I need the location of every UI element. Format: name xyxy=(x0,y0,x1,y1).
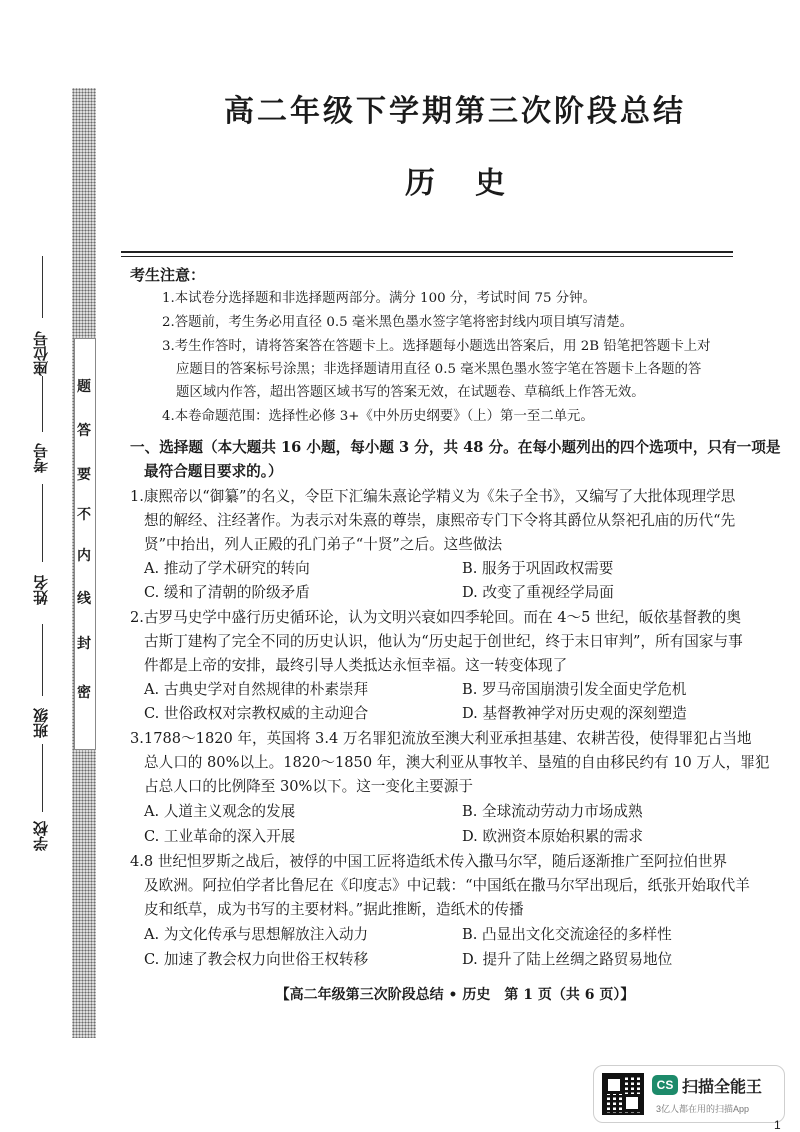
question-4-option-b[interactable]: B. 凸显出文化交流途径的多样性 xyxy=(462,926,672,943)
seal-char: 要 xyxy=(77,467,91,483)
seal-char: 答 xyxy=(77,423,91,439)
question-3-option-d[interactable]: D. 欧洲资本原始积累的需求 xyxy=(462,828,643,845)
notice-line: 题区域内作答，超出答题区域书写的答案无效，在试题卷、草稿纸上作答无效。 xyxy=(176,385,645,400)
seal-char: 不 xyxy=(77,507,91,523)
notice-line: 2.答题前，考生务必用直径 0.5 毫米黑色墨水签字笔将密封线内项目填写清楚。 xyxy=(162,315,634,330)
section-heading: 一、选择题（本大题共 16 小题，每小题 3 分，共 48 分。在每小题列出的四个选项中，只有一项是 xyxy=(130,439,781,456)
notice-line: 应题目的答案标号涂黑；非选择题请用直径 0.5 毫米黑色墨水签字笔在答题卡上各题的答 xyxy=(176,362,702,377)
page-mark: 1 xyxy=(774,1118,781,1132)
class-field xyxy=(30,703,54,743)
question-4-option-c[interactable]: C. 加速了教会权力向世俗王权转移 xyxy=(144,951,369,968)
question-3-stem: 占总人口的比例降至 30%以下。这一变化主要源于 xyxy=(144,778,473,795)
header-divider xyxy=(121,251,733,253)
seal-char: 封 xyxy=(77,636,91,652)
question-2-option-d[interactable]: D. 基督教神学对历史观的深刻塑造 xyxy=(462,705,687,722)
section-heading-cont: 最符合题目要求的。） xyxy=(144,463,283,480)
question-2-stem: 2.古罗马史学中盛行历史循环论，认为文明兴衰如四季轮回。而在 4～5 世纪，皈依基督教的奥 xyxy=(130,609,741,626)
seat-number-label: 座位号 xyxy=(32,331,50,377)
seal-char: 密 xyxy=(77,685,91,701)
camscanner-logo-icon: CS xyxy=(652,1075,678,1095)
seal-char: 线 xyxy=(77,591,91,607)
school-blank[interactable] xyxy=(30,740,54,816)
name-label: 姓名 xyxy=(32,575,50,605)
class-blank[interactable] xyxy=(30,620,54,700)
seat-number-blank[interactable] xyxy=(30,252,54,322)
seal-char: 题 xyxy=(77,379,91,395)
question-1-stem: 贤”中抬出，列人正殿的孔门弟子“十贤”之后。这些做法 xyxy=(144,536,503,553)
seal-char: 内 xyxy=(77,548,91,564)
question-4-stem: 皮和纸草，成为书写的主要材料。”据此推断，造纸术的传播 xyxy=(144,901,524,918)
exam-number-field xyxy=(30,440,54,476)
question-3-option-a[interactable]: A. 人道主义观念的发展 xyxy=(144,803,296,820)
seat-number-field xyxy=(30,326,54,382)
notice-heading: 考生注意： xyxy=(130,266,206,284)
question-4-stem: 及欧洲。阿拉伯学者比鲁尼在《印度志》中记载：“中国纸在撒马尔罕出现后，纸张开始取代羊 xyxy=(144,877,750,894)
question-1-option-c[interactable]: C. 缓和了清朝的阶级矛盾 xyxy=(144,584,310,601)
question-1-option-d[interactable]: D. 改变了重视经学局面 xyxy=(462,584,614,601)
question-3-option-b[interactable]: B. 全球流动劳动力市场成熟 xyxy=(462,803,643,820)
question-2-option-c[interactable]: C. 世俗政权对宗教权威的主动迎合 xyxy=(144,705,369,722)
notice-line: 4.本卷命题范围：选择性必修 3+《中外历史纲要》（上）第一至二单元。 xyxy=(162,409,594,424)
school-field xyxy=(30,816,54,856)
scanner-watermark xyxy=(593,1065,785,1123)
scanner-tagline: 3亿人都在用的扫描App xyxy=(656,1104,750,1114)
question-1-stem: 1.康熙帝以“御纂”的名义，令臣下汇编朱熹论学精义为《朱子全书》，又编写了大批体现理学思 xyxy=(130,488,736,505)
question-2-stem: 古斯丁建构了完全不同的历史认识，他认为“历史起于创世纪，终于末日审判”，所有国家与事 xyxy=(144,633,743,650)
scanner-brand-name: 扫描全能王 xyxy=(682,1079,763,1096)
name-blank[interactable] xyxy=(30,480,54,566)
notice-line: 1.本试卷分选择题和非选择题两部分。满分 100 分，考试时间 75 分钟。 xyxy=(162,291,596,306)
school-label: 学校 xyxy=(32,821,50,851)
question-1-option-a[interactable]: A. 推动了学术研究的转向 xyxy=(144,560,310,577)
question-2-stem: 件都是上帝的安排，最终引导人类抵达永恒幸福。这一转变体现了 xyxy=(144,657,568,674)
question-3-stem: 3.1788～1820 年，英国将 3.4 万名罪犯流放至澳大利亚承担基建、农耕苦役，使得罪犯占当地 xyxy=(130,730,752,747)
exam-number-label: 考号 xyxy=(32,443,50,473)
qr-code-icon xyxy=(602,1073,644,1115)
question-4-option-a[interactable]: A. 为文化传承与思想解放注入动力 xyxy=(144,926,369,943)
question-1-stem: 想的解经、注经著作。为表示对朱熹的尊崇，康熙帝专门下令将其爵位从祭祀孔庙的历代“先 xyxy=(144,512,736,529)
header-divider-thin xyxy=(121,256,733,257)
question-2-option-b[interactable]: B. 罗马帝国崩溃引发全面史学危机 xyxy=(462,681,687,698)
notice-line: 3.考生作答时，请将答案答在答题卡上。选择题每小题选出答案后，用 2B 铅笔把答题卡上对 xyxy=(162,339,711,354)
subject-title: 历史 xyxy=(405,166,545,201)
class-label: 班级 xyxy=(32,708,50,738)
exam-title: 高二年级下学期第三次阶段总结 xyxy=(224,94,686,129)
name-field xyxy=(30,570,54,610)
question-4-stem: 4.8 世纪怛罗斯之战后，被俘的中国工匠将造纸术传入撒马尔罕，随后逐渐推广至阿拉伯世界 xyxy=(130,853,728,870)
page-footer: 【高二年级第三次阶段总结 • 历史 第 1 页（共 6 页）】 xyxy=(275,987,635,1003)
question-2-option-a[interactable]: A. 古典史学对自然规律的朴素崇拜 xyxy=(144,681,369,698)
question-4-option-d[interactable]: D. 提升了陆上丝绸之路贸易地位 xyxy=(462,951,673,968)
question-3-stem: 总人口的 80%以上。1820～1850 年，澳大利亚从事牧羊、垦殖的自由移民约有 10 万人，罪犯 xyxy=(144,754,770,771)
question-1-option-b[interactable]: B. 服务于巩固政权需要 xyxy=(462,560,614,577)
question-3-option-c[interactable]: C. 工业革命的深入开展 xyxy=(144,828,296,845)
